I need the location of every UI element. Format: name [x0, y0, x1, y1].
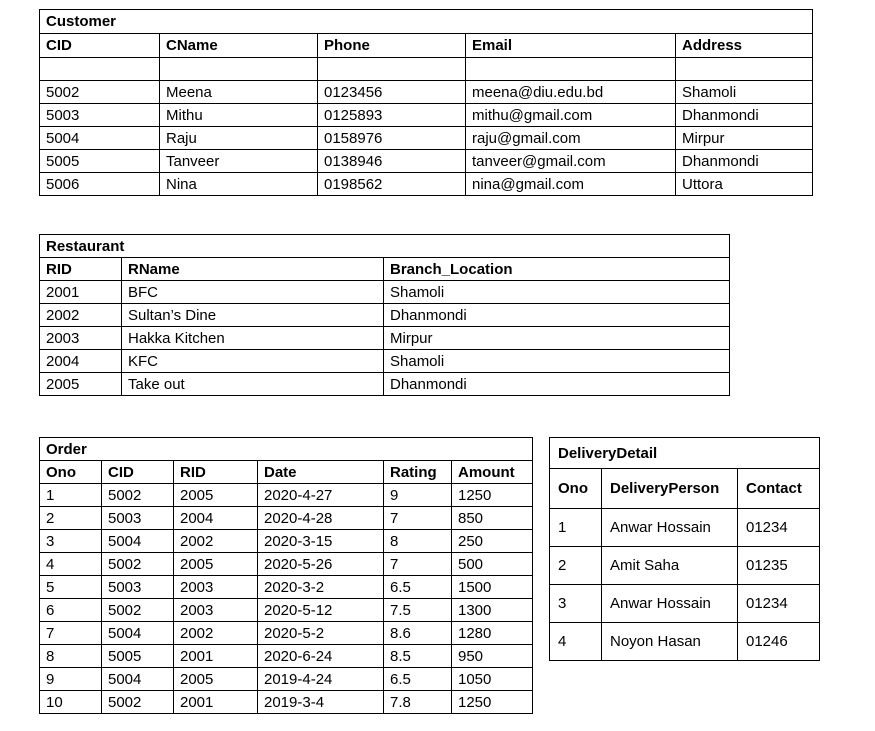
order-header-rid: RID [174, 461, 258, 484]
table-row [40, 530, 533, 553]
table-cell: 5 [40, 576, 102, 599]
table-cell: 1500 [452, 576, 533, 599]
table-cell: 5004 [102, 530, 174, 553]
table-row [40, 150, 813, 173]
customer-header-cname: CName [160, 34, 318, 58]
table-cell: 2005 [40, 373, 122, 396]
table-cell: 2019-3-4 [258, 691, 384, 714]
restaurant-table-title: Restaurant [40, 235, 730, 258]
table-cell: 6 [40, 599, 102, 622]
customer-table-title: Customer [40, 10, 813, 34]
table-cell: 5002 [102, 691, 174, 714]
table-cell: 2020-4-28 [258, 507, 384, 530]
table-cell: 1250 [452, 691, 533, 714]
table-row [40, 281, 730, 304]
table-cell: 5003 [102, 507, 174, 530]
table-cell: 01234 [738, 509, 820, 547]
table-cell: Dhanmondi [676, 150, 813, 173]
delivery-header-delivery-person: DeliveryPerson [602, 469, 738, 509]
table-cell: 01246 [738, 623, 820, 661]
order-header-ono: Ono [40, 461, 102, 484]
table-cell: Nina [160, 173, 318, 196]
restaurant-header-rid: RID [40, 258, 122, 281]
table-row [40, 373, 730, 396]
table-cell: 2005 [174, 484, 258, 507]
table-cell: Noyon Hasan [602, 623, 738, 661]
delivery-detail-table-title: DeliveryDetail [550, 438, 820, 469]
table-row [40, 622, 533, 645]
table-cell: 8.6 [384, 622, 452, 645]
table-cell: 6.5 [384, 576, 452, 599]
table-cell: 7.5 [384, 599, 452, 622]
table-cell: 01234 [738, 585, 820, 623]
table-cell: 7 [384, 553, 452, 576]
table-row [40, 599, 533, 622]
table-cell: Meena [160, 81, 318, 104]
table-cell: 5005 [40, 150, 160, 173]
table-row [40, 668, 533, 691]
table-cell: Sultan’s Dine [122, 304, 384, 327]
table-cell: 6.5 [384, 668, 452, 691]
customer-header-phone: Phone [318, 34, 466, 58]
table-cell: 0198562 [318, 173, 466, 196]
table-cell: 8 [40, 645, 102, 668]
table-cell: Mirpur [384, 327, 730, 350]
table-cell: 7 [384, 507, 452, 530]
customer-header-cid: CID [40, 34, 160, 58]
table-cell: 2001 [40, 281, 122, 304]
table-cell: 9 [384, 484, 452, 507]
table-cell: Shamoli [384, 281, 730, 304]
table-cell: 250 [452, 530, 533, 553]
restaurant-table [39, 234, 730, 396]
table-row [40, 484, 533, 507]
table-cell: 2019-4-24 [258, 668, 384, 691]
table-cell: Hakka Kitchen [122, 327, 384, 350]
table-row [40, 645, 533, 668]
order-table [39, 437, 533, 714]
table-cell: 5002 [102, 484, 174, 507]
table-row [40, 104, 813, 127]
table-cell: 2020-5-2 [258, 622, 384, 645]
table-row [550, 623, 820, 661]
table-cell: 2020-5-26 [258, 553, 384, 576]
table-cell: 2 [550, 547, 602, 585]
table-cell: 2005 [174, 553, 258, 576]
table-row [40, 507, 533, 530]
table-cell: 3 [550, 585, 602, 623]
table-row [550, 547, 820, 585]
table-cell: 0123456 [318, 81, 466, 104]
table-row [40, 576, 533, 599]
table-cell: 1250 [452, 484, 533, 507]
table-row [40, 127, 813, 150]
table-cell: 5003 [102, 576, 174, 599]
table-cell: 5003 [40, 104, 160, 127]
table-cell: 2004 [174, 507, 258, 530]
table-cell: 1050 [452, 668, 533, 691]
delivery-detail-table [549, 437, 820, 661]
table-cell: Amit Saha [602, 547, 738, 585]
table-cell: 9 [40, 668, 102, 691]
table-row [40, 691, 533, 714]
table-cell: 5006 [40, 173, 160, 196]
table-cell: Anwar Hossain [602, 585, 738, 623]
order-table-title: Order [40, 438, 533, 461]
table-row [40, 553, 533, 576]
table-cell: Shamoli [676, 81, 813, 104]
table-cell: 2020-5-12 [258, 599, 384, 622]
table-cell: 01235 [738, 547, 820, 585]
table-cell: KFC [122, 350, 384, 373]
table-cell: 850 [452, 507, 533, 530]
order-header-amount: Amount [452, 461, 533, 484]
table-cell: 2020-3-15 [258, 530, 384, 553]
table-cell: 7.8 [384, 691, 452, 714]
delivery-header-contact: Contact [738, 469, 820, 509]
table-cell: 2020-4-27 [258, 484, 384, 507]
table-cell: 1300 [452, 599, 533, 622]
order-header-cid: CID [102, 461, 174, 484]
table-cell: 2003 [174, 599, 258, 622]
table-cell: 1 [550, 509, 602, 547]
table-cell: 5002 [40, 81, 160, 104]
table-row [40, 173, 813, 196]
table-cell: 2001 [174, 645, 258, 668]
table-cell: 4 [550, 623, 602, 661]
table-cell: 0158976 [318, 127, 466, 150]
order-header-date: Date [258, 461, 384, 484]
table-cell: 5002 [102, 553, 174, 576]
table-cell: Uttora [676, 173, 813, 196]
table-cell: Dhanmondi [676, 104, 813, 127]
customer-header-email: Email [466, 34, 676, 58]
table-cell: 500 [452, 553, 533, 576]
table-cell: 3 [40, 530, 102, 553]
table-cell: 5002 [102, 599, 174, 622]
table-cell: 2005 [174, 668, 258, 691]
table-cell: 5004 [102, 622, 174, 645]
table-cell: 5005 [102, 645, 174, 668]
table-row [550, 585, 820, 623]
table-row [40, 350, 730, 373]
table-cell: Tanveer [160, 150, 318, 173]
table-cell: 8.5 [384, 645, 452, 668]
table-cell: 2003 [40, 327, 122, 350]
table-row [40, 327, 730, 350]
table-cell: tanveer@gmail.com [466, 150, 676, 173]
table-cell: meena@diu.edu.bd [466, 81, 676, 104]
table-cell: Anwar Hossain [602, 509, 738, 547]
order-header-rating: Rating [384, 461, 452, 484]
table-cell: 2004 [40, 350, 122, 373]
table-cell: 0125893 [318, 104, 466, 127]
table-cell: Dhanmondi [384, 304, 730, 327]
table-cell: 1280 [452, 622, 533, 645]
table-cell: Dhanmondi [384, 373, 730, 396]
table-cell: 2002 [174, 530, 258, 553]
delivery-header-ono: Ono [550, 469, 602, 509]
table-row [40, 81, 813, 104]
table-cell: mithu@gmail.com [466, 104, 676, 127]
table-cell: nina@gmail.com [466, 173, 676, 196]
table-cell: 1 [40, 484, 102, 507]
table-cell: 950 [452, 645, 533, 668]
table-cell: Mithu [160, 104, 318, 127]
table-cell: 5004 [40, 127, 160, 150]
table-row [550, 509, 820, 547]
customer-table [39, 9, 813, 196]
table-cell: 2001 [174, 691, 258, 714]
table-cell: Shamoli [384, 350, 730, 373]
table-cell: 5004 [102, 668, 174, 691]
table-cell: 7 [40, 622, 102, 645]
table-cell: 10 [40, 691, 102, 714]
table-cell: 2020-6-24 [258, 645, 384, 668]
customer-blank-row [40, 58, 813, 81]
table-row [40, 304, 730, 327]
table-cell: 4 [40, 553, 102, 576]
table-cell: 8 [384, 530, 452, 553]
restaurant-header-rname: RName [122, 258, 384, 281]
table-cell: 2003 [174, 576, 258, 599]
table-cell: 0138946 [318, 150, 466, 173]
table-cell: Raju [160, 127, 318, 150]
table-cell: 2002 [40, 304, 122, 327]
table-cell: BFC [122, 281, 384, 304]
table-cell: Take out [122, 373, 384, 396]
restaurant-header-branch-location: Branch_Location [384, 258, 730, 281]
table-cell: 2 [40, 507, 102, 530]
table-cell: Mirpur [676, 127, 813, 150]
table-cell: 2020-3-2 [258, 576, 384, 599]
table-cell: raju@gmail.com [466, 127, 676, 150]
customer-header-address: Address [676, 34, 813, 58]
table-cell: 2002 [174, 622, 258, 645]
